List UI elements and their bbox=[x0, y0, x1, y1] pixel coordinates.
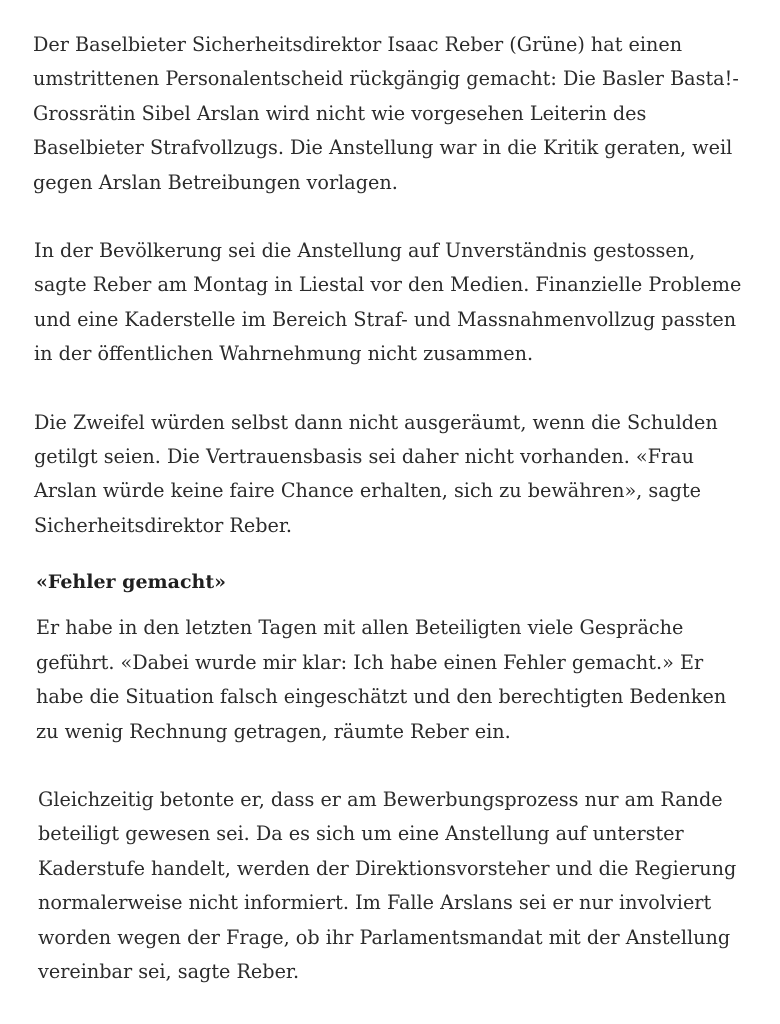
article-paragraph-5: Gleichzeitig betonte er, dass er am Bewerbungsprozess nur am Rande beteiligt gewesen sei. Da es sich um eine Anstellung auf unterster Kaderstufe handelt, werden der Direktionsvorsteher und die Regierung normalerweise nicht informiert. Im Falle Arslans sei er nur involviert worden wegen der Frage, ob ihr Parlamentsmandat mit der Anstellung vereinbar sei, sagte Reber. bbox=[38, 787, 737, 983]
article-paragraph-2: In der Bevölkerung sei die Anstellung auf Unverständnis gestossen, sagte Reber am Montag in Liestal vor den Medien. Finanzielle Probleme und eine Kaderstelle im Bereich Straf- und Massnahmenvollzug passten in der öffentlichen Wahrnehmung nicht zusammen. bbox=[34, 239, 742, 366]
article-paragraph-4: Er habe in den letzten Tagen mit allen Beteiligten viele Gespräche geführt. «Dabei wurde mir klar: Ich habe einen Fehler gemacht.» Er habe die Situation falsch eingeschätzt und den berechtigten Bedenken zu wenig Rechnung getragen, räumte Reber ein. bbox=[36, 616, 727, 743]
article-paragraph-3: Die Zweifel würden selbst dann nicht ausgeräumt, wenn die Schulden getilgt seien. Die Vertrauensbasis sei daher nicht vorhanden. «Frau Arslan würde keine faire Chance erhalten, sich zu bewähren», sagte Sicherheitsdirektor Reber. bbox=[34, 410, 718, 537]
section-heading: «Fehler gemacht» bbox=[36, 571, 226, 594]
article-paragraph-1: Der Baselbieter Sicherheitsdirektor Isaac Reber (Grüne) hat einen umstrittenen Personalentscheid rückgängig gemacht: Die Basler Basta!-Grossrätin Sibel Arslan wird nicht wie vorgesehen Leiterin des Baselbieter Strafvollzugs. Die Anstellung war in die Kritik geraten, weil gegen Arslan Betreibungen vorlagen. bbox=[33, 33, 739, 194]
article-body bbox=[33, 28, 753, 1023]
